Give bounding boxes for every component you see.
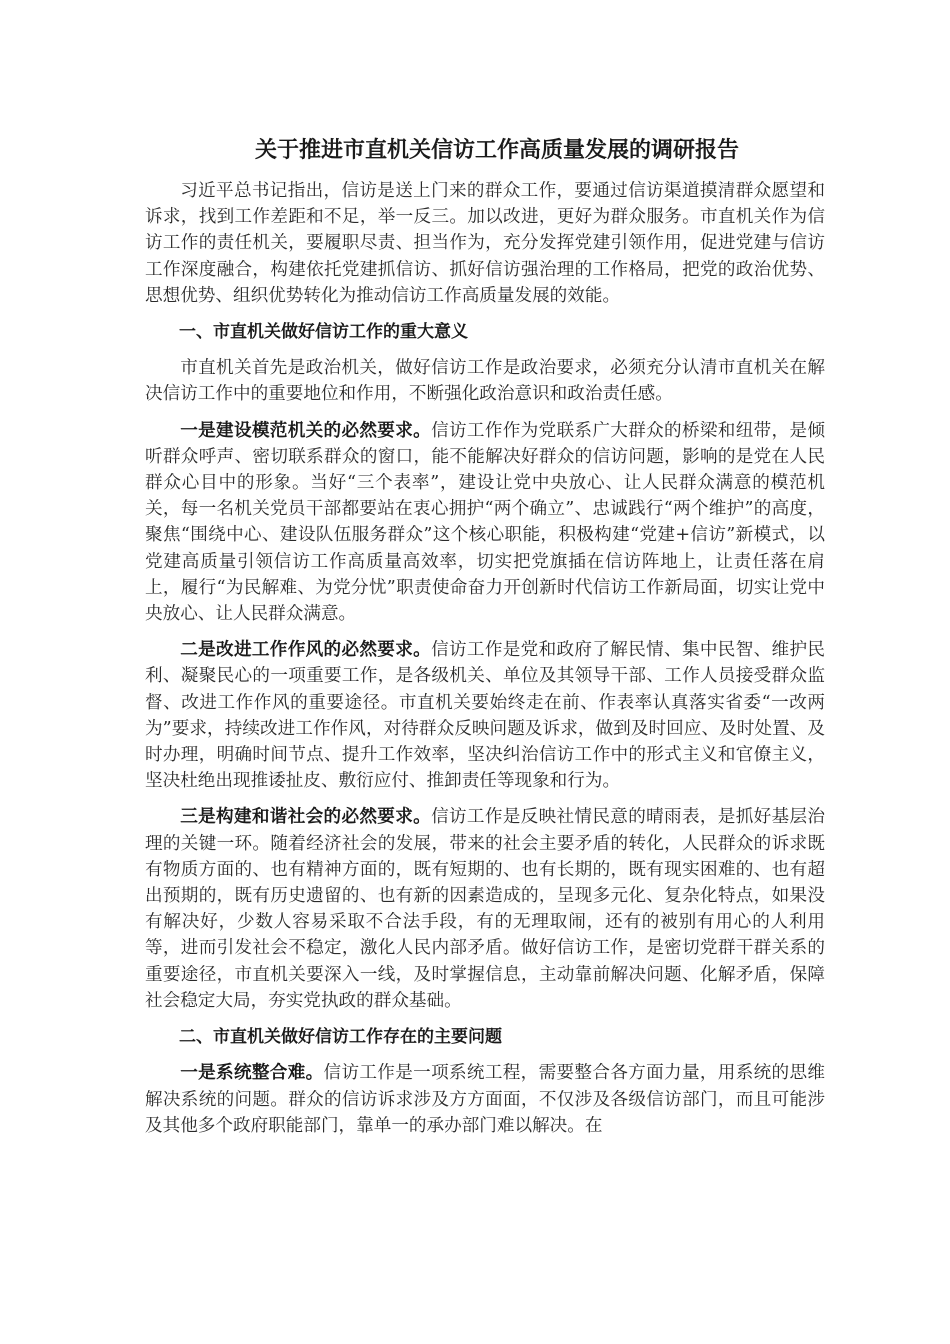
item-lead: 二是改进工作作风的必然要求。 bbox=[180, 640, 432, 661]
section-2-heading: 二、市直机关做好信访工作存在的主要问题 bbox=[179, 1027, 502, 1048]
intro-paragraph: 习近平总书记指出，信访是送上门来的群众工作，要通过信访渠道摸清群众愿望和诉求，找到工作差距和不足，举一反三。加以改进，更好为群众服务。市直机关作为信访工作的责任机关，要履职尽责、担当作为，充分发挥党建引领作用，促进党建与信访工作深度融合，构建依托党建抓信访、抓好信访强治理的工作格局，把党的政治优势、思想优势、组织优势转化为推动信访工作高质量发展的效能。 bbox=[145, 181, 825, 306]
item-lead: 一是建设模范机关的必然要求。 bbox=[180, 420, 432, 441]
section-1-item-2 bbox=[145, 637, 825, 794]
document-title: 关于推进市直机关信访工作高质量发展的调研报告 bbox=[254, 138, 739, 163]
section-1-heading: 一、市直机关做好信访工作的重大意义 bbox=[179, 322, 468, 343]
item-text: 信访工作是党和政府了解民情、集中民智、维护民利、凝聚民心的一项重要工作，是各级机关、单位及其领导干部、工作人员接受群众监督、改进工作作风的重要途径。市直机关要始终走在前、作表率认真落实省委“一改两为”要求，持续改进工作作风，对待群众反映问题及诉求，做到及时回应、及时处置、及时办理，明确时间节点、提升工作效率，坚决纠治信访工作中的形式主义和官僚主义，坚决杜绝出现推诿扯皮、敷衍应付、推卸责任等现象和行为。 bbox=[145, 640, 825, 792]
document-page bbox=[145, 128, 825, 1149]
item-text: 信访工作作为党联系广大群众的桥梁和纽带，是倾听群众呼声、密切联系群众的窗口，能不能解决好群众的信访问题，影响的是党在人民群众心目中的形象。当好“三个表率”，建设让党中央放心、让人民群众满意的模范机关，每一名机关党员干部都要站在衷心拥护“两个确立”、忠诚践行“两个维护”的高度，聚焦“围绕中心、建设队伍服务群众”这个核心职能，积极构建“党建+信访”新模式，以党建高质量引领信访工作高质量高效率，切实把党旗插在信访阵地上，让责任落在肩上，履行“为民解难、为党分忧”职责使命奋力开创新时代信访工作新局面，切实让党中央放心、让人民群众满意。 bbox=[145, 420, 825, 625]
item-text: 信访工作是一项系统工程，需要整合各方面力量，用系统的思维解决系统的问题。群众的信访诉求涉及方方面面，不仅涉及各级信访部门，而且可能涉及其他多个政府职能部门，靠单一的承办部门难以解决。在 bbox=[145, 1063, 825, 1136]
section-1-item-1 bbox=[145, 418, 825, 628]
section-1-item-3 bbox=[145, 804, 825, 1014]
item-lead: 一是系统整合难。 bbox=[180, 1063, 324, 1084]
section-2-item-1 bbox=[145, 1060, 825, 1139]
section-1-intro: 市直机关首先是政治机关，做好信访工作是政治要求，必须充分认清市直机关在解决信访工作中的重要地位和作用，不断强化政治意识和政治责任感。 bbox=[145, 358, 825, 405]
item-text: 信访工作是反映社情民意的晴雨表，是抓好基层治理的关键一环。随着经济社会的发展，带来的社会主要矛盾的转化，人民群众的诉求既有物质方面的、也有精神方面的，既有短期的、也有长期的，既有现实困难的、也有超出预期的，既有历史遗留的、也有新的因素造成的，呈现多元化、复杂化特点，如果没有解决好，少数人容易采取不合法手段，有的无理取闹，还有的被别有用心的人利用等，进而引发社会不稳定，激化人民内部矛盾。做好信访工作，是密切党群干群关系的重要途径，市直机关要深入一线，及时掌握信息，主动靠前解决问题、化解矛盾，保障社会稳定大局，夯实党执政的群众基础。 bbox=[145, 807, 825, 1011]
item-lead: 三是构建和谐社会的必然要求。 bbox=[180, 807, 432, 828]
